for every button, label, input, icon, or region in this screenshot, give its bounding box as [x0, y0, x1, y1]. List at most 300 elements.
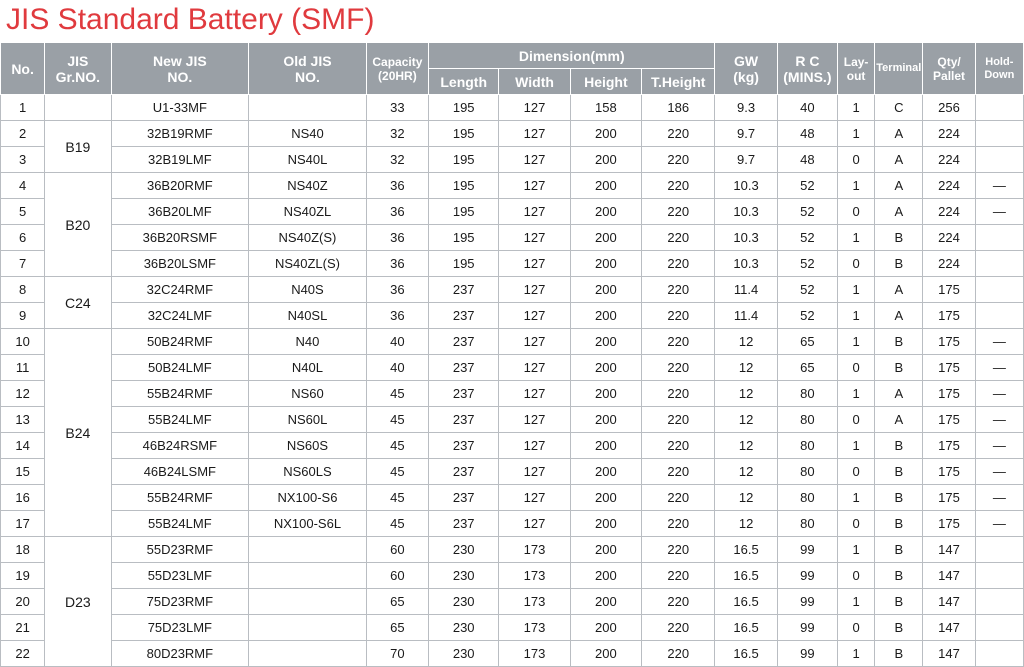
cell-terminal: B — [875, 355, 923, 381]
cell-old-jis-no: NS60 — [249, 381, 367, 407]
cell-t-height: 220 — [642, 537, 715, 563]
cell-new-jis-no: 46B24RSMF — [111, 433, 249, 459]
cell-height: 200 — [570, 121, 641, 147]
cell-length: 237 — [429, 459, 499, 485]
cell-terminal: B — [875, 251, 923, 277]
cell-qty-pallet: 175 — [923, 381, 975, 407]
table-row — [1, 329, 1024, 355]
cell-width: 127 — [499, 511, 570, 537]
cell-height: 200 — [570, 589, 641, 615]
cell-height: 200 — [570, 303, 641, 329]
cell-layout: 0 — [838, 615, 875, 641]
cell-height: 200 — [570, 147, 641, 173]
column-header-t-height: T.Height — [642, 69, 715, 95]
table-row — [1, 589, 1024, 615]
cell-rc: 80 — [777, 459, 837, 485]
cell-jis-group-no: C24 — [45, 277, 111, 329]
cell-new-jis-no: 36B20LMF — [111, 199, 249, 225]
cell-hold-down: — — [975, 485, 1023, 511]
cell-gw: 9.3 — [715, 95, 777, 121]
cell-length: 237 — [429, 355, 499, 381]
cell-t-height: 220 — [642, 511, 715, 537]
column-header-no: No. — [1, 43, 45, 95]
cell-length: 237 — [429, 381, 499, 407]
cell-width: 127 — [499, 121, 570, 147]
cell-width: 127 — [499, 173, 570, 199]
cell-t-height: 220 — [642, 381, 715, 407]
cell-rc: 99 — [777, 615, 837, 641]
cell-no: 6 — [1, 225, 45, 251]
cell-old-jis-no — [249, 537, 367, 563]
cell-rc: 99 — [777, 563, 837, 589]
cell-capacity: 36 — [366, 199, 428, 225]
table-row — [1, 225, 1024, 251]
cell-no: 11 — [1, 355, 45, 381]
cell-gw: 12 — [715, 355, 777, 381]
cell-width: 173 — [499, 589, 570, 615]
cell-layout: 1 — [838, 589, 875, 615]
cell-new-jis-no: 55B24LMF — [111, 511, 249, 537]
cell-capacity: 36 — [366, 173, 428, 199]
cell-qty-pallet: 175 — [923, 407, 975, 433]
cell-layout: 1 — [838, 329, 875, 355]
column-header-terminal: Terminal — [875, 43, 923, 95]
cell-layout: 1 — [838, 121, 875, 147]
cell-new-jis-no: 75D23LMF — [111, 615, 249, 641]
table-row — [1, 303, 1024, 329]
cell-t-height: 220 — [642, 641, 715, 667]
cell-hold-down — [975, 95, 1023, 121]
table-row — [1, 615, 1024, 641]
cell-length: 230 — [429, 563, 499, 589]
cell-old-jis-no: NS40 — [249, 121, 367, 147]
cell-rc: 52 — [777, 173, 837, 199]
column-header-width: Width — [499, 69, 570, 95]
cell-width: 127 — [499, 485, 570, 511]
cell-terminal: A — [875, 381, 923, 407]
cell-layout: 1 — [838, 485, 875, 511]
column-header-gw — [715, 43, 777, 95]
cell-no: 7 — [1, 251, 45, 277]
cell-rc: 52 — [777, 199, 837, 225]
cell-hold-down: — — [975, 459, 1023, 485]
cell-hold-down: — — [975, 355, 1023, 381]
table-header-row-1 — [1, 43, 1024, 69]
cell-no: 16 — [1, 485, 45, 511]
cell-qty-pallet: 175 — [923, 355, 975, 381]
cell-old-jis-no — [249, 589, 367, 615]
cell-capacity: 45 — [366, 511, 428, 537]
table-row — [1, 407, 1024, 433]
table-row — [1, 537, 1024, 563]
cell-layout: 0 — [838, 407, 875, 433]
cell-no: 20 — [1, 589, 45, 615]
cell-new-jis-no: 55D23RMF — [111, 537, 249, 563]
cell-new-jis-no: 36B20LSMF — [111, 251, 249, 277]
cell-layout: 0 — [838, 251, 875, 277]
cell-jis-group-no: B19 — [45, 121, 111, 173]
cell-rc: 99 — [777, 537, 837, 563]
cell-width: 127 — [499, 95, 570, 121]
cell-layout: 1 — [838, 641, 875, 667]
cell-no: 14 — [1, 433, 45, 459]
cell-t-height: 220 — [642, 147, 715, 173]
cell-length: 195 — [429, 199, 499, 225]
cell-rc: 52 — [777, 277, 837, 303]
cell-gw: 11.4 — [715, 277, 777, 303]
cell-width: 127 — [499, 433, 570, 459]
cell-new-jis-no: 36B20RMF — [111, 173, 249, 199]
column-header-capacity-line2: (20HR) — [378, 68, 417, 83]
table-row — [1, 147, 1024, 173]
cell-no: 2 — [1, 121, 45, 147]
cell-terminal: B — [875, 225, 923, 251]
cell-hold-down — [975, 303, 1023, 329]
cell-layout: 0 — [838, 355, 875, 381]
cell-capacity: 32 — [366, 121, 428, 147]
cell-new-jis-no: 32C24LMF — [111, 303, 249, 329]
cell-length: 195 — [429, 147, 499, 173]
cell-rc: 48 — [777, 147, 837, 173]
table-row — [1, 277, 1024, 303]
cell-no: 8 — [1, 277, 45, 303]
cell-rc: 48 — [777, 121, 837, 147]
cell-width: 127 — [499, 251, 570, 277]
cell-height: 200 — [570, 563, 641, 589]
cell-capacity: 36 — [366, 277, 428, 303]
cell-no: 10 — [1, 329, 45, 355]
cell-height: 200 — [570, 459, 641, 485]
cell-capacity: 33 — [366, 95, 428, 121]
table-row — [1, 563, 1024, 589]
cell-terminal: C — [875, 95, 923, 121]
column-header-jis-group-no — [45, 43, 111, 95]
cell-rc: 40 — [777, 95, 837, 121]
cell-qty-pallet: 224 — [923, 225, 975, 251]
table-row — [1, 485, 1024, 511]
cell-new-jis-no: 32B19LMF — [111, 147, 249, 173]
cell-length: 195 — [429, 121, 499, 147]
cell-no: 19 — [1, 563, 45, 589]
cell-layout: 1 — [838, 225, 875, 251]
table-row — [1, 381, 1024, 407]
cell-hold-down — [975, 225, 1023, 251]
battery-spec-table — [0, 42, 1024, 667]
cell-t-height: 220 — [642, 459, 715, 485]
column-header-hold-down-line1: Hold- — [985, 55, 1014, 68]
cell-layout: 0 — [838, 511, 875, 537]
cell-gw: 12 — [715, 407, 777, 433]
cell-old-jis-no: NX100-S6 — [249, 485, 367, 511]
table-body — [1, 95, 1024, 667]
cell-layout: 1 — [838, 277, 875, 303]
cell-gw: 10.3 — [715, 225, 777, 251]
cell-old-jis-no — [249, 615, 367, 641]
cell-gw: 12 — [715, 459, 777, 485]
cell-height: 200 — [570, 199, 641, 225]
cell-t-height: 220 — [642, 225, 715, 251]
column-header-rc-line1: R C — [795, 52, 820, 69]
cell-height: 200 — [570, 407, 641, 433]
cell-capacity: 36 — [366, 303, 428, 329]
column-header-rc-line2: (MINS.) — [783, 68, 832, 85]
cell-t-height: 220 — [642, 329, 715, 355]
column-header-hold-down-line2: Down — [984, 68, 1015, 81]
cell-height: 200 — [570, 355, 641, 381]
cell-no: 17 — [1, 511, 45, 537]
cell-terminal: A — [875, 407, 923, 433]
cell-no: 1 — [1, 95, 45, 121]
cell-gw: 9.7 — [715, 147, 777, 173]
cell-length: 195 — [429, 251, 499, 277]
cell-old-jis-no: N40 — [249, 329, 367, 355]
cell-hold-down — [975, 251, 1023, 277]
cell-no: 9 — [1, 303, 45, 329]
cell-width: 127 — [499, 277, 570, 303]
cell-t-height: 220 — [642, 251, 715, 277]
cell-new-jis-no: 55D23LMF — [111, 563, 249, 589]
cell-gw: 9.7 — [715, 121, 777, 147]
cell-terminal: B — [875, 615, 923, 641]
cell-no: 5 — [1, 199, 45, 225]
cell-gw: 12 — [715, 381, 777, 407]
cell-qty-pallet: 175 — [923, 433, 975, 459]
cell-t-height: 220 — [642, 485, 715, 511]
cell-length: 237 — [429, 303, 499, 329]
cell-layout: 0 — [838, 199, 875, 225]
cell-old-jis-no: N40L — [249, 355, 367, 381]
column-header-height: Height — [570, 69, 641, 95]
cell-old-jis-no: N40SL — [249, 303, 367, 329]
cell-rc: 80 — [777, 381, 837, 407]
cell-width: 127 — [499, 147, 570, 173]
table-row — [1, 641, 1024, 667]
cell-height: 200 — [570, 277, 641, 303]
cell-hold-down — [975, 589, 1023, 615]
cell-capacity: 70 — [366, 641, 428, 667]
cell-width: 127 — [499, 381, 570, 407]
cell-rc: 65 — [777, 355, 837, 381]
cell-jis-group-no: B24 — [45, 329, 111, 537]
column-header-qty-pallet-line1: Qty/ — [937, 54, 961, 69]
cell-t-height: 220 — [642, 355, 715, 381]
cell-terminal: B — [875, 589, 923, 615]
cell-layout: 1 — [838, 173, 875, 199]
cell-width: 127 — [499, 303, 570, 329]
cell-gw: 16.5 — [715, 563, 777, 589]
cell-hold-down: — — [975, 199, 1023, 225]
cell-capacity: 45 — [366, 459, 428, 485]
cell-capacity: 60 — [366, 563, 428, 589]
cell-t-height: 220 — [642, 173, 715, 199]
cell-capacity: 45 — [366, 407, 428, 433]
cell-length: 237 — [429, 407, 499, 433]
cell-height: 200 — [570, 615, 641, 641]
cell-t-height: 220 — [642, 121, 715, 147]
cell-gw: 10.3 — [715, 173, 777, 199]
cell-terminal: A — [875, 121, 923, 147]
table-row — [1, 459, 1024, 485]
cell-t-height: 220 — [642, 589, 715, 615]
column-header-layout-line2: out — [846, 68, 866, 83]
cell-no: 12 — [1, 381, 45, 407]
cell-layout: 1 — [838, 433, 875, 459]
cell-terminal: A — [875, 303, 923, 329]
cell-terminal: B — [875, 485, 923, 511]
cell-terminal: B — [875, 511, 923, 537]
cell-no: 18 — [1, 537, 45, 563]
cell-rc: 99 — [777, 641, 837, 667]
cell-old-jis-no: NS40ZL(S) — [249, 251, 367, 277]
cell-new-jis-no: 75D23RMF — [111, 589, 249, 615]
cell-length: 237 — [429, 511, 499, 537]
cell-qty-pallet: 224 — [923, 173, 975, 199]
cell-qty-pallet: 175 — [923, 329, 975, 355]
cell-gw: 16.5 — [715, 589, 777, 615]
cell-new-jis-no: 55B24RMF — [111, 485, 249, 511]
cell-new-jis-no: U1-33MF — [111, 95, 249, 121]
cell-rc: 80 — [777, 407, 837, 433]
cell-qty-pallet: 147 — [923, 641, 975, 667]
cell-width: 127 — [499, 355, 570, 381]
cell-length: 230 — [429, 641, 499, 667]
column-header-hold-down — [975, 43, 1023, 95]
cell-rc: 99 — [777, 589, 837, 615]
cell-height: 200 — [570, 173, 641, 199]
cell-gw: 12 — [715, 433, 777, 459]
cell-terminal: A — [875, 147, 923, 173]
cell-length: 230 — [429, 589, 499, 615]
cell-height: 200 — [570, 381, 641, 407]
cell-layout: 1 — [838, 303, 875, 329]
cell-hold-down — [975, 277, 1023, 303]
cell-layout: 1 — [838, 381, 875, 407]
cell-capacity: 45 — [366, 381, 428, 407]
cell-hold-down — [975, 147, 1023, 173]
cell-old-jis-no — [249, 641, 367, 667]
column-header-old-jis-no-line1: Old JIS — [283, 52, 332, 69]
cell-terminal: A — [875, 199, 923, 225]
cell-height: 200 — [570, 485, 641, 511]
column-header-new-jis-no-line2: NO. — [167, 68, 193, 85]
cell-capacity: 60 — [366, 537, 428, 563]
column-header-qty-pallet-line2: Pallet — [933, 68, 966, 83]
cell-width: 127 — [499, 199, 570, 225]
cell-new-jis-no: 50B24LMF — [111, 355, 249, 381]
cell-t-height: 220 — [642, 407, 715, 433]
cell-capacity: 40 — [366, 355, 428, 381]
table-row — [1, 95, 1024, 121]
cell-jis-group-no — [45, 95, 111, 121]
cell-terminal: A — [875, 277, 923, 303]
cell-qty-pallet: 147 — [923, 537, 975, 563]
cell-t-height: 220 — [642, 303, 715, 329]
cell-old-jis-no: NS60S — [249, 433, 367, 459]
cell-old-jis-no: N40S — [249, 277, 367, 303]
cell-new-jis-no: 55B24RMF — [111, 381, 249, 407]
cell-length: 195 — [429, 225, 499, 251]
column-header-qty-pallet — [923, 43, 975, 95]
cell-qty-pallet: 175 — [923, 277, 975, 303]
cell-new-jis-no: 50B24RMF — [111, 329, 249, 355]
cell-length: 230 — [429, 615, 499, 641]
cell-old-jis-no: NS40L — [249, 147, 367, 173]
cell-length: 237 — [429, 433, 499, 459]
cell-width: 173 — [499, 615, 570, 641]
cell-rc: 65 — [777, 329, 837, 355]
column-header-capacity-line1: Capacity — [372, 54, 423, 69]
table-row — [1, 511, 1024, 537]
column-header-layout-line1: Lay- — [843, 54, 869, 69]
cell-height: 200 — [570, 537, 641, 563]
cell-qty-pallet: 224 — [923, 121, 975, 147]
table-row — [1, 355, 1024, 381]
cell-capacity: 65 — [366, 615, 428, 641]
cell-layout: 0 — [838, 563, 875, 589]
cell-hold-down: — — [975, 433, 1023, 459]
cell-no: 13 — [1, 407, 45, 433]
cell-old-jis-no: NS40Z(S) — [249, 225, 367, 251]
cell-height: 200 — [570, 433, 641, 459]
cell-length: 237 — [429, 277, 499, 303]
cell-qty-pallet: 224 — [923, 251, 975, 277]
cell-t-height: 220 — [642, 199, 715, 225]
cell-hold-down: — — [975, 381, 1023, 407]
cell-gw: 16.5 — [715, 615, 777, 641]
cell-hold-down — [975, 563, 1023, 589]
cell-hold-down: — — [975, 407, 1023, 433]
cell-rc: 52 — [777, 303, 837, 329]
cell-terminal: A — [875, 173, 923, 199]
cell-terminal: B — [875, 537, 923, 563]
cell-old-jis-no: NS60L — [249, 407, 367, 433]
cell-terminal: B — [875, 433, 923, 459]
cell-gw: 12 — [715, 485, 777, 511]
cell-qty-pallet: 175 — [923, 485, 975, 511]
cell-t-height: 186 — [642, 95, 715, 121]
cell-qty-pallet: 224 — [923, 147, 975, 173]
cell-new-jis-no: 36B20RSMF — [111, 225, 249, 251]
column-header-capacity — [366, 43, 428, 95]
cell-layout: 1 — [838, 537, 875, 563]
cell-rc: 80 — [777, 511, 837, 537]
column-header-new-jis-no — [111, 43, 249, 95]
cell-terminal: B — [875, 563, 923, 589]
cell-rc: 52 — [777, 251, 837, 277]
cell-capacity: 40 — [366, 329, 428, 355]
cell-old-jis-no: NS40Z — [249, 173, 367, 199]
cell-old-jis-no: NS40ZL — [249, 199, 367, 225]
cell-capacity: 45 — [366, 433, 428, 459]
page-title: JIS Standard Battery (SMF) — [6, 3, 375, 36]
column-header-dimension: Dimension(mm) — [429, 43, 715, 69]
column-header-rc — [777, 43, 837, 95]
cell-terminal: B — [875, 459, 923, 485]
cell-gw: 16.5 — [715, 641, 777, 667]
cell-layout: 0 — [838, 147, 875, 173]
table-row — [1, 199, 1024, 225]
cell-gw: 12 — [715, 329, 777, 355]
cell-width: 127 — [499, 459, 570, 485]
cell-t-height: 220 — [642, 563, 715, 589]
cell-old-jis-no: NX100-S6L — [249, 511, 367, 537]
cell-layout: 1 — [838, 95, 875, 121]
cell-length: 195 — [429, 95, 499, 121]
cell-jis-group-no: D23 — [45, 537, 111, 667]
column-header-new-jis-no-line1: New JIS — [152, 52, 207, 69]
cell-width: 173 — [499, 563, 570, 589]
cell-length: 237 — [429, 485, 499, 511]
